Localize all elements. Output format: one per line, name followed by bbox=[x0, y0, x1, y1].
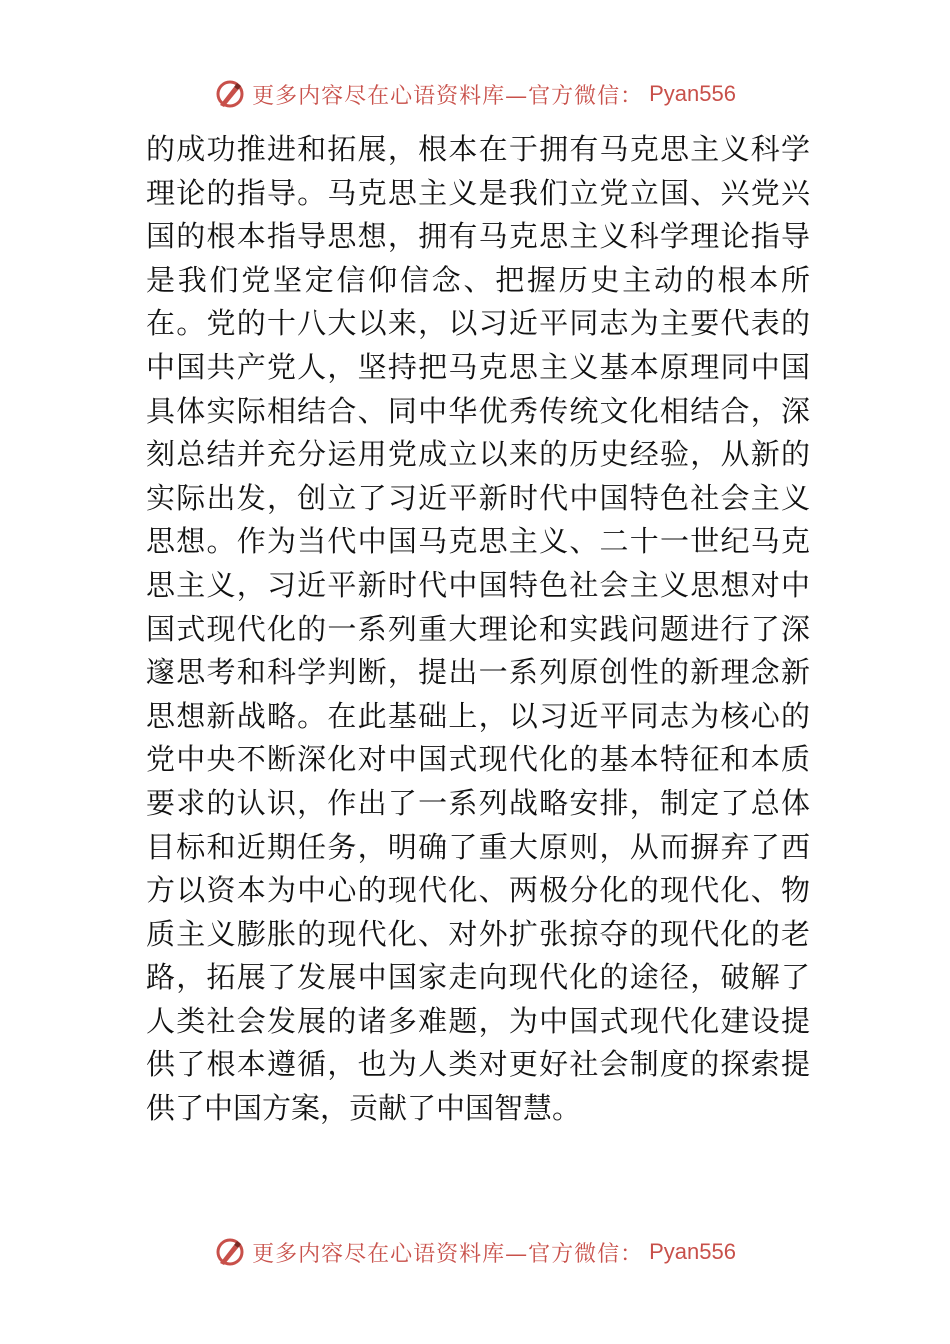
header-banner bbox=[0, 74, 950, 114]
footer-brand-text: 更多内容尽在心语资料库—官方微信： bbox=[252, 1241, 644, 1267]
body-paragraph: 的成功推进和拓展，根本在于拥有马克思主义科学理论的指导。马克思主义是我们立党立国、兴党兴国的根本指导思想，拥有马克思主义科学理论指导是我们党坚定信仰信念、把握历史主动的根本所在。党的十八大以来，以习近平同志为主要代表的中国共产党人，坚持把马克思主义基本原理同中国具体实际相结合、同中华优秀传统文化相结合，深刻总结并充分运用党成立以来的历史经验，从新的实际出发，创立了习近平新时代中国特色社会主义思想。作为当代中国马克思主义、二十一世纪马克思主义，习近平新时代中国特色社会主义思想对中国式现代化的一系列重大理论和实践问题进行了深邃思考和科学判断，提出一系列原创性的新理念新思想新战略。在此基础上，以习近平同志为核心的党中央不断深化对中国式现代化的基本特征和本质要求的认识，作出了一系列战略安排，制定了总体目标和近期任务，明确了重大原则，从而摒弃了西方以资本为中心的现代化、两极分化的现代化、物质主义膨胀的现代化、对外扩张掠夺的现代化的老路，拓展了发展中国家走向现代化的途径，破解了人类社会发展的诸多难题，为中国式现代化建设提供了根本遵循，也为人类对更好社会制度的探索提供了中国方案，贡献了中国智慧。 bbox=[146, 132, 810, 1126]
pen-circle-logo-icon bbox=[214, 1236, 246, 1268]
header-wechat-handle: Pyan556 bbox=[649, 81, 736, 106]
header-brand-text: 更多内容尽在心语资料库—官方微信： bbox=[252, 83, 644, 109]
pen-circle-logo-icon bbox=[214, 78, 246, 110]
footer-wechat-handle: Pyan556 bbox=[649, 1239, 736, 1264]
footer-banner bbox=[0, 1232, 950, 1272]
